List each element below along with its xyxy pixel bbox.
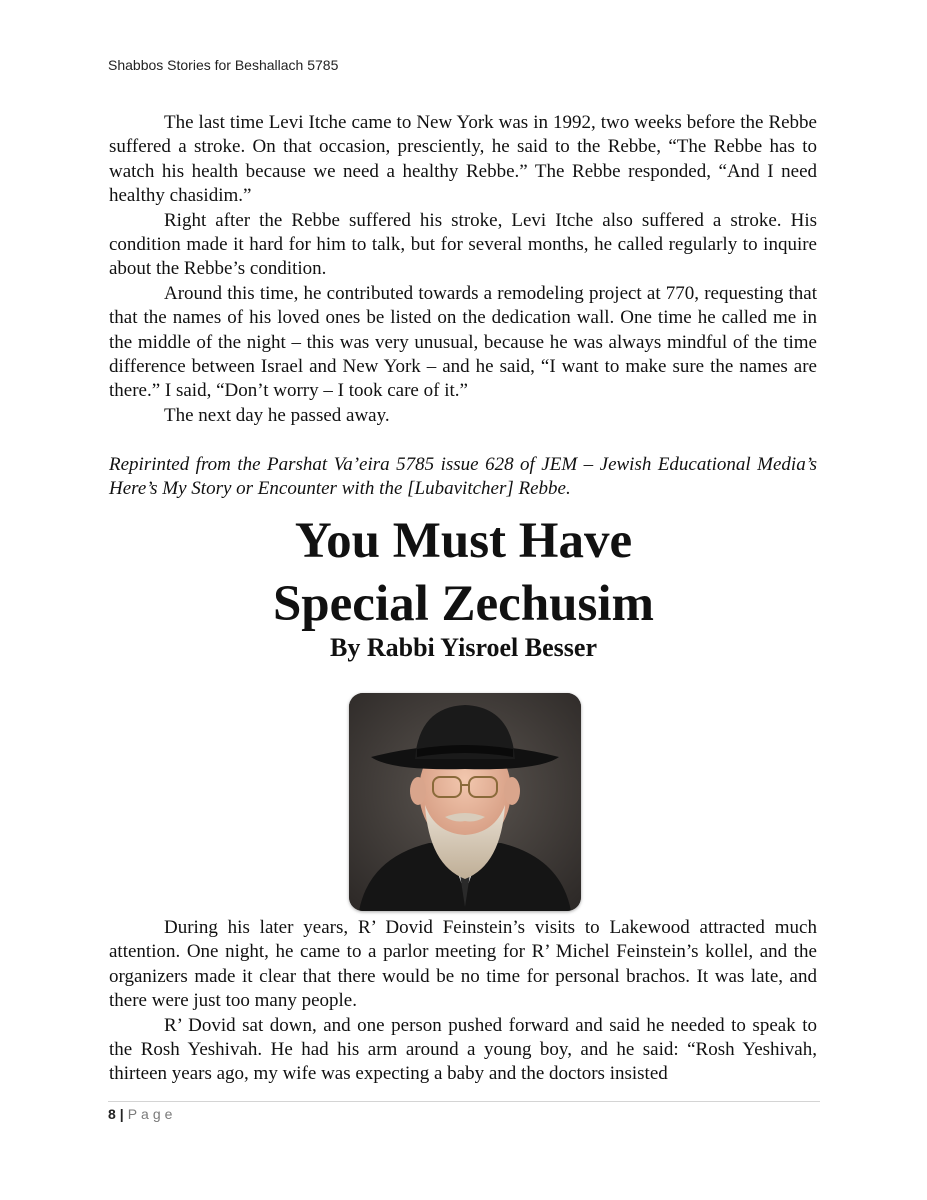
article-title bbox=[0, 510, 927, 636]
reprint-note: Repirinted from the Parshat Va’eira 5785 issue 628 of JEM – Jewish Educational Media’s Here’s My Story or Encounter with the [Lubavitcher] Rebbe. bbox=[109, 454, 817, 500]
paragraph: The next day he passed away. bbox=[164, 404, 390, 426]
title-line-2: Special Zechusim bbox=[272, 576, 655, 632]
paragraph: Around this time, he contributed towards a remodeling project at 770, requesting that that the names of his loved ones be listed on the dedication wall. One time he called me in the middle of the night – this was very unusual, because he was always mindful of the time difference between Israel and New York – and he said, “I want to make sure the names are there.” I said, “Don’t worry – I took care of it.” bbox=[109, 282, 817, 402]
page-footer bbox=[108, 1106, 176, 1122]
paragraph: R’ Dovid sat down, and one person pushed forward and said he needed to speak to the Rosh Yeshivah. He had his arm around a young boy, and he said: “Rosh Yeshivah, thirteen years ago, my wife was expecting a baby and the doctors insisted bbox=[109, 1014, 817, 1085]
paragraph: Right after the Rebbe suffered his stroke, Levi Itche also suffered a stroke. His condition made it hard for him to talk, but for several months, he called regularly to inquire about the Rebbe’s condition. bbox=[109, 209, 817, 280]
article-body bbox=[109, 916, 817, 1087]
story-ending bbox=[109, 111, 817, 428]
byline: By Rabbi Yisroel Besser bbox=[330, 633, 597, 662]
running-header: Shabbos Stories for Beshallach 5785 bbox=[108, 57, 339, 73]
footer-divider bbox=[108, 1101, 820, 1102]
page-number: 8 bbox=[108, 1106, 116, 1122]
footer-separator: | bbox=[119, 1106, 124, 1122]
title-line-1: You Must Have bbox=[294, 513, 633, 569]
portrait-photo-icon bbox=[349, 693, 581, 911]
page-label: Page bbox=[127, 1106, 177, 1122]
paragraph: The last time Levi Itche came to New York was in 1992, two weeks before the Rebbe suffered a stroke. On that occasion, presciently, he said to the Rebbe, “The Rebbe has to watch his health because we need a healthy Rebbe.” The Rebbe responded, “And I need healthy chasidim.” bbox=[109, 112, 817, 207]
paragraph: During his later years, R’ Dovid Feinstein’s visits to Lakewood attracted much attention. One night, he came to a parlor meeting for R’ Michel Feinstein’s kollel, and the organizers made it clear that there would be no time for personal brachos. It was late, and there were just too many people. bbox=[109, 917, 817, 1012]
